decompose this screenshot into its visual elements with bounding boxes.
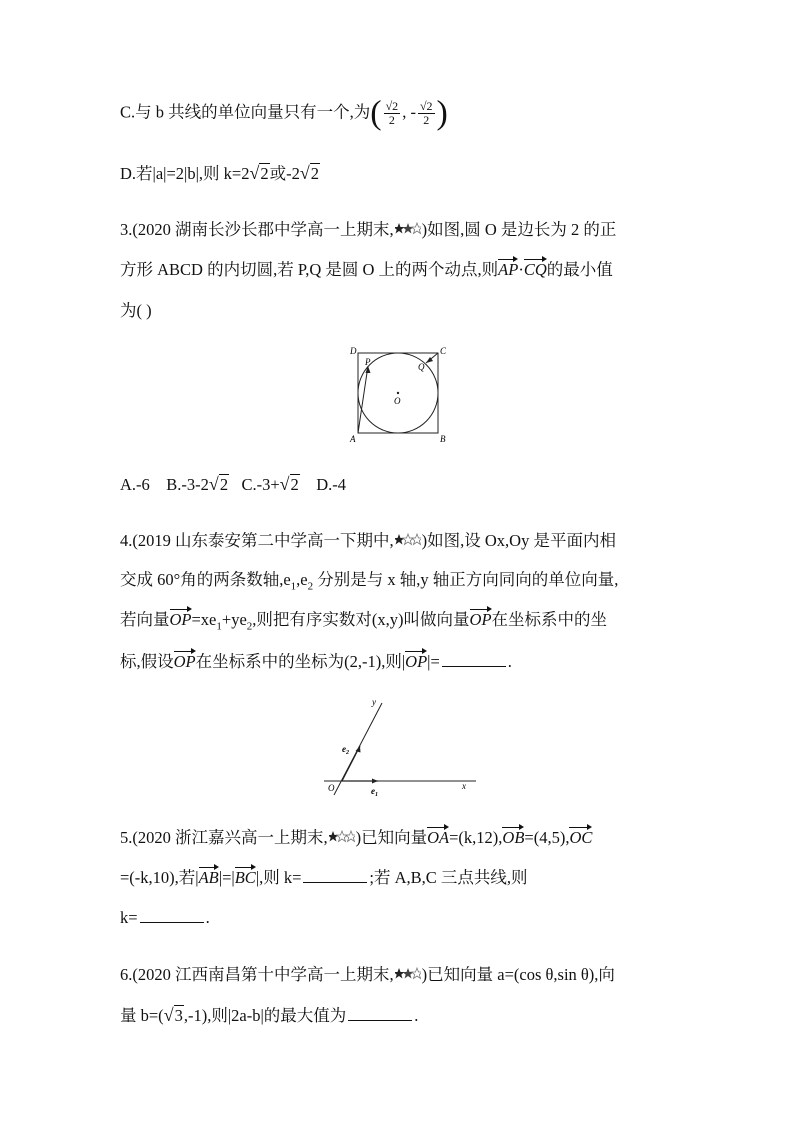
sqrt: √2 (299, 163, 319, 183)
vector-oc: OC (569, 826, 592, 850)
q4-line3: 若向量$OP=xe_1+ye_2$,则把有序实数对(x,y)叫做向量OP在坐标系中的坐 (120, 610, 608, 633)
vector-oa: OA (427, 826, 449, 850)
vector-op: OP (405, 650, 427, 674)
vector-bc: BC (235, 866, 256, 890)
svg-text:e2: $e_2$ (342, 744, 349, 756)
label-x: x (462, 781, 466, 791)
q5-line1: 5.(2020 浙江嘉兴高一上期末, )已知向量OA=(k,12),OB=(4,5),OC (120, 826, 592, 851)
difficulty-star-icon (395, 530, 421, 554)
q3-option-b[interactable]: B.-3-2√2 (166, 474, 229, 494)
square-circle-figure (340, 340, 450, 450)
label-a: A (350, 434, 356, 444)
q4-line1: 4.(2019 山东泰安第二中学高一下期中, )如图,设 Ox,Oy 是平面内相 (120, 529, 616, 554)
difficulty-star-icon (329, 827, 355, 851)
answer-blank[interactable] (442, 650, 506, 667)
q3-options (120, 472, 346, 497)
svg-text:e1: $e_1$ (371, 786, 378, 798)
q4-line4: 标,假设OP在坐标系中的坐标为(2,-1),则|OP|= . (120, 650, 512, 674)
label-o: O (328, 783, 335, 793)
q5-line3: k= . (120, 908, 210, 927)
label-q: Q (418, 362, 425, 372)
label-y: y (372, 697, 376, 707)
vector-ab: AB (199, 866, 219, 890)
fraction: $\frac{√2}{2}$ (419, 99, 433, 127)
q4-line2: 交成 60°角的两条数轴$,e_1,e_2$ 分别是与 x 轴,y 轴正方向同向的单位向量, (120, 570, 619, 593)
label-c: C (440, 346, 447, 356)
label-p: P (365, 357, 371, 367)
label-d: D (350, 346, 357, 356)
vector-ap: AP (498, 258, 518, 282)
difficulty-star-icon (395, 219, 421, 243)
vector-cq: CQ (524, 258, 547, 282)
sqrt: √2 (249, 163, 269, 183)
q3-option-d[interactable]: D.-4 (316, 475, 347, 494)
option-c-line: C.与 b 共线的单位向量只有一个,为( $\frac{√2}{2}$ , - $\frac{√2}{2}$ ) (120, 94, 448, 132)
vector-op: OP (470, 608, 492, 632)
sqrt: √3 (163, 1005, 183, 1025)
q3-line3: 为( ) (120, 301, 152, 320)
difficulty-star-icon (395, 964, 421, 988)
oblique-axes-figure (320, 695, 480, 800)
vector-op: OP (174, 650, 196, 674)
answer-blank[interactable] (303, 866, 367, 883)
q3-option-c[interactable]: C.-3+√2 (241, 474, 299, 494)
q6-line2: 量 b=(√3,-1),则|2a-b|的最大值为 . (120, 1003, 418, 1028)
q6-line1: 6.(2020 江西南昌第十中学高一上期末, )已知向量 a=(cos θ,sin θ),向 (120, 963, 615, 988)
answer-blank[interactable] (140, 906, 204, 923)
fraction: $\frac{√2}{2}$ (385, 99, 399, 127)
vector-ob: OB (502, 826, 524, 850)
vector-op: OP (170, 608, 192, 632)
label-b: B (440, 434, 446, 444)
answer-blank[interactable] (348, 1004, 412, 1021)
q3-option-a[interactable]: A.-6 (120, 475, 150, 494)
q5-line2: =(-k,10),若|AB|=|BC|,则 k= ;若 A,B,C 三点共线,则 (120, 866, 528, 890)
q3-line2: 方形 ABCD 的内切圆,若 P,Q 是圆 O 上的两个动点,则AP·CQ的最小值 (120, 258, 613, 282)
label-o: O (394, 396, 401, 406)
option-d-line: D.若|a|=2|b|,则 k=2√2或-2√2 (120, 161, 320, 186)
q3-line1: 3.(2020 湖南长沙长郡中学高一上期末, )如图,圆 O 是边长为 2 的正 (120, 218, 616, 243)
